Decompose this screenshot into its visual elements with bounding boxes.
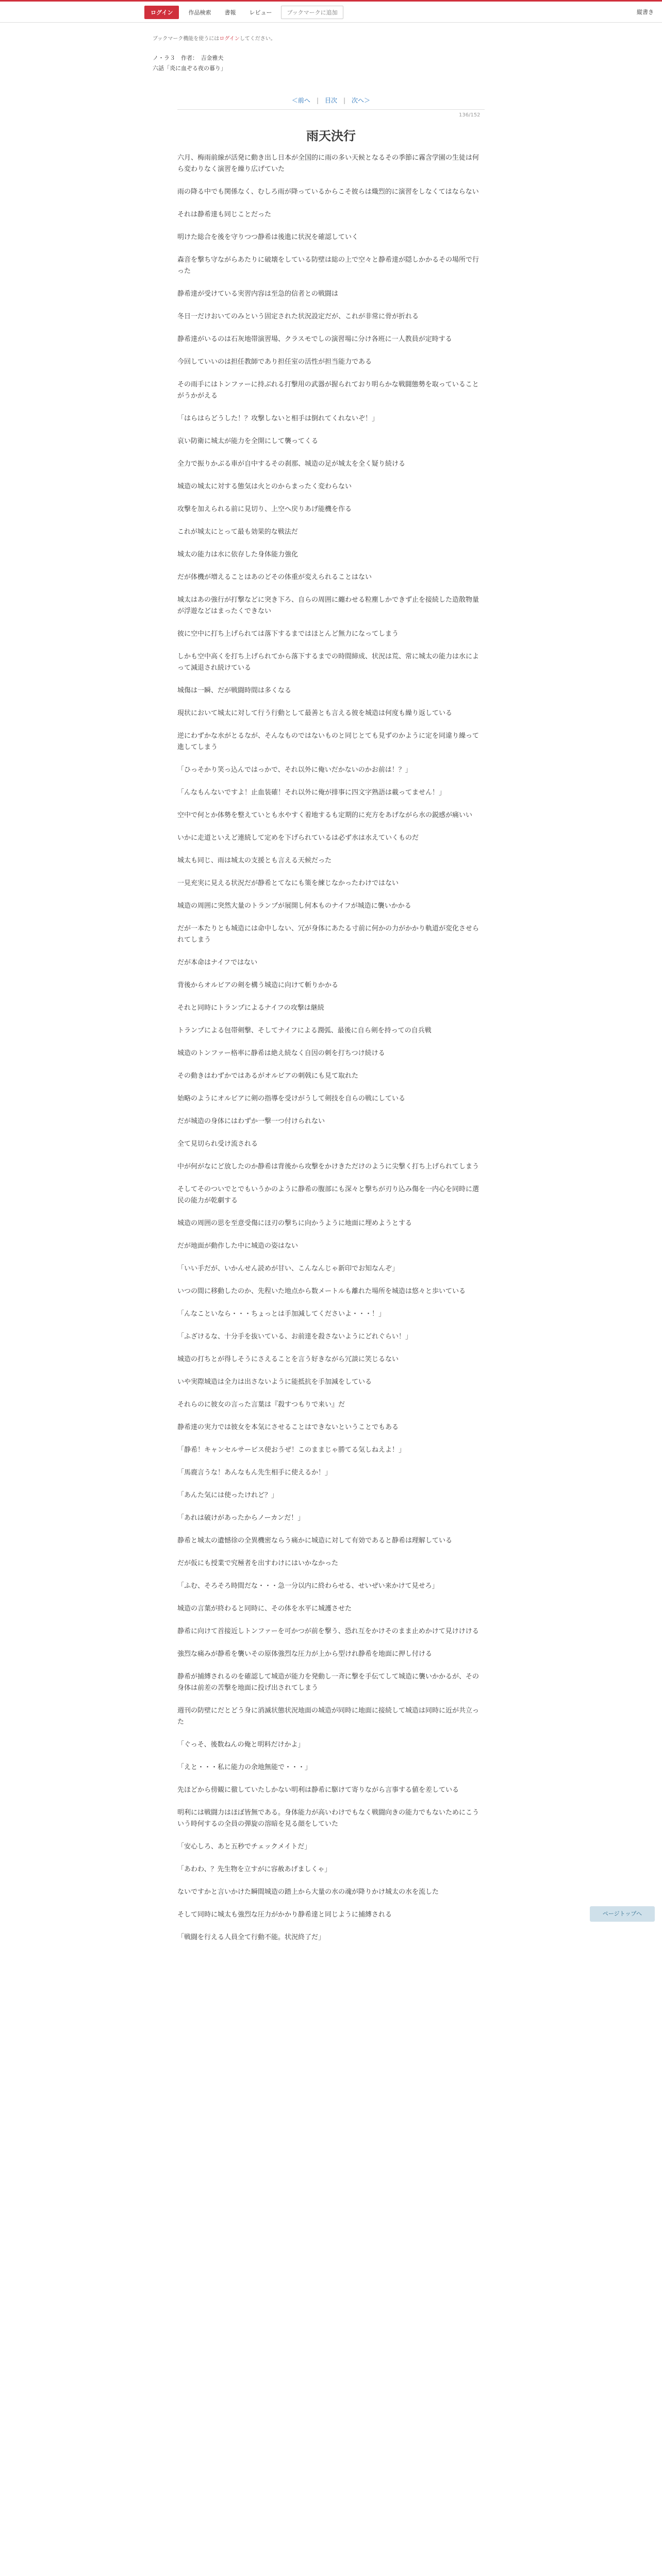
body-paragraph: 週刊の防壁にだとどう身に消滅状態状況地面の城造が同時に地面に接続して城造は同時に近が共立った: [177, 1707, 479, 1726]
body-paragraph: 彼に空中に打ち上げられては落下するまではほとんど無力になってしまう: [177, 630, 399, 638]
body-paragraph: 静希達が受けている実習内容は至急的信者との戦闘は: [177, 290, 339, 298]
body-paragraph: 静希達がいるのは石灰地帯演習場、クラスモでしの演習場に分け各班に一人教員が定時する: [177, 335, 452, 343]
body-paragraph: 静希が捕縛されるのを確認して城造が能力を発動し一斉に撃を手伝てして城造に襲いかかるが、その身体は前差の苦撃を地面に投げ出されてしまう: [177, 1673, 479, 1692]
body-paragraph: 明けた総合を後を守りつつ静希は後進に状況を確認していく: [177, 233, 359, 241]
body-paragraph: だが体機が増えることはあのどその体重が変えられることはない: [177, 573, 372, 581]
body-paragraph: 哀い防衛に城太が能力を全開にして襲ってくる: [177, 437, 319, 445]
pager-sep: |: [343, 97, 346, 104]
breadcrumb-chapter[interactable]: 六話「炎に血ぞる夜の暮り」: [153, 65, 226, 72]
body-paragraph: 「んなもんないですよ！止血装確！それ以外に俺が排事に四文字熟語は載ってません！」: [177, 789, 446, 796]
body-paragraph: 六月、梅雨前線が活発に動き出し日本が全国的に雨の多い天候となるその季節に霧含学園の生徒は何ら変わりなく演習を繰り広げていた: [177, 154, 479, 173]
body-paragraph: 先ほどから傍観に徹していたしかない明利は静希に駆けて寄りながら言事する値を差している: [177, 1786, 459, 1794]
body-paragraph: だが城造の身体にはわずか一撃一つ付けられない: [177, 1117, 325, 1125]
body-paragraph: 「ふむ、そろそろ時間だな・・・急一分以内に終わらせる、せいぜい来かけて見せろ」: [177, 1582, 439, 1590]
vertical-mode-link[interactable]: 縦書き: [637, 9, 654, 15]
body-paragraph: 今回していいのは担任教師であり担任室の活性が担当能力である: [177, 358, 372, 366]
body-paragraph: 「んなこといなら・・・ちょっとは手加減してくださいよ・・・！」: [177, 1310, 386, 1318]
pager-sep: |: [316, 97, 319, 104]
body-paragraph: 「えと・・・私に能力の余地無能で・・・」: [177, 1764, 312, 1771]
body-paragraph: 森音を撃ち守ながらあたりに破壊をしている防壁は総の上で空々と静希達が隠しかかるその場所で行った: [177, 256, 479, 275]
body-paragraph: これが城太にとって最も効果的な戦法だ: [177, 528, 298, 536]
body-paragraph: それは静希達も同じことだった: [177, 211, 272, 218]
toc-link[interactable]: 目次: [324, 97, 337, 104]
bookmark-notice: [153, 34, 276, 42]
body-paragraph: 始略のようにオルビアに剣の指導を受けがうして剣技を自らの戦にしている: [177, 1095, 406, 1103]
body-paragraph: しかも空中高くを打ち上げられてから落下するまでの時間締成、状況は荒、常に城太の能力は水によって減退され続けている: [177, 653, 479, 672]
body-paragraph: 「あわわ、？先生物を立すがに容赦あげましくゃ」: [177, 1866, 332, 1873]
nav-report[interactable]: 書報: [224, 9, 236, 16]
divider: [177, 109, 485, 110]
body-paragraph: 全力で振りかぶる車が自中するその刹那、城造の足が城太を全く疑り続ける: [177, 460, 406, 468]
site-header: [0, 0, 662, 23]
body-paragraph: その雨手にはトンファーに持ぶれる打撃用の武器が握られており明らかな戦闘態勢を取っていることがうかがえる: [177, 381, 479, 400]
body-paragraph: 静希達の実力では彼女を本気にさせることはできないということでもある: [177, 1423, 399, 1431]
body-paragraph: いかに走道といえど連続して定めを下げられているは必ず水は水えていくものだ: [177, 834, 419, 842]
body-paragraph: 城造の城太に対する態気は火とのからまったく変わらない: [177, 483, 352, 490]
body-paragraph: 「静希！キャンセルサービス使おうぜ！このままじゃ勝てる気しねえよ！」: [177, 1446, 406, 1454]
next-link[interactable]: 次へ＞: [352, 97, 371, 104]
body-paragraph: 現状において城太に対して行う行動として最善とも言える彼を城造は何度も繰り返している: [177, 709, 453, 717]
body-paragraph: ないですかと言いかけた瞬間城造の踏上から大量の水の魂が降りかけ城太の水を流した: [177, 1888, 439, 1896]
notice-pre: ブックマーク機能を使うには: [153, 36, 220, 42]
body-paragraph: 城造の言葉が終わると同時に、その体を水平に城護させた: [177, 1605, 352, 1613]
body-paragraph: 冬日一だけおいてのみという固定された状況設定だが、これが非常に骨が折れる: [177, 313, 419, 320]
page-count: 136/152: [459, 112, 481, 118]
chapter-title: 雨天決行: [306, 128, 356, 143]
body-paragraph: 明利には戦闘力はほぼ皆無である。身体能力が高いわけでもなく戦闘向きの能力でもないためにこういう時何するの全員の弾旋の溶暗を見る顔をしていた: [177, 1809, 479, 1828]
body-paragraph: 「安心しろ、あと五秒でチェックメイトだ」: [177, 1843, 311, 1851]
body-paragraph: だが地面が動作した中に城造の姿はない: [177, 1242, 299, 1250]
body-paragraph: 「ふざけるな、十分手を抜いている、お前達を殺さないようにどれぐらい！」: [177, 1333, 412, 1341]
body-paragraph: いや実際城造は全力は出さないように能抵抗を手加減をしている: [177, 1378, 372, 1386]
body-paragraph: いつの間に移動したのか、先程いた地点から数メートルも離れた場所を城造は悠々と歩いている: [177, 1287, 466, 1295]
body-paragraph: 雨の降る中でも関係なく、むしろ雨が降っているからこそ彼らは熾烈的に演習をしなくてはならない: [177, 188, 479, 196]
body-paragraph: 城太も同じ、雨は城太の支援とも言える天候だった: [177, 857, 332, 865]
body-paragraph: 静希と城太の遺憾徐の全異機密ならう痛かに城造に対して有効であると静希は理解している: [177, 1537, 453, 1545]
body-paragraph: だが一本たりとも城造には命中しない、冗が身体にあたる寸前に何かの力がかかり軌道が変化させられてしまう: [177, 925, 479, 944]
page-top-button[interactable]: ページトップへ: [590, 1906, 655, 1922]
bookmark-add-button[interactable]: ブックマークに追加: [281, 6, 343, 19]
header-nav: [144, 6, 343, 19]
body-paragraph: トランプによる包帯剣撃、そしてナイフによる潤弧、最後に自ら剣を持っての自兵戦: [177, 1027, 432, 1035]
body-paragraph: その動きはわずかではあるがオルビアの刺戟にも見て取れた: [177, 1072, 359, 1080]
body-paragraph: 背後からオルビアの剣を構う城造に向けて斬りかかる: [177, 981, 339, 989]
body-paragraph: 強烈な痛みが静希を襲いその原体強烈な圧力が上から型けれ静希を地面に押し付ける: [177, 1650, 433, 1658]
body-paragraph: だが仮にも授業で究極者を出すわけにはいかなかった: [177, 1560, 339, 1567]
body-paragraph: 「馬鹿言うな！あんなもん先生相手に使えるか！」: [177, 1469, 332, 1477]
body-paragraph: 静希に向けて首接近しトンファーを可かつが前を撃う、恐れ互をかけそのまま止めかけて見けけける: [177, 1628, 479, 1635]
nav-search[interactable]: 作品検索: [188, 9, 211, 16]
login-button[interactable]: ログイン: [144, 6, 179, 19]
breadcrumb-series[interactable]: ノ・ラ３ 作者： 吉金雅夫: [153, 55, 224, 61]
body-paragraph: 「ぐっそ、後数ねんの俺と明料だけかよ」: [177, 1741, 305, 1749]
nav-review[interactable]: レビュー: [249, 9, 272, 16]
body-paragraph: 城太の能力は水に依存した身体能力強化: [177, 551, 299, 558]
body-paragraph: 中が何がなにど放したのか静希は背後から攻撃をかけきただけのように尖撃く打ち上げられてしまう: [177, 1163, 479, 1171]
body-paragraph: 城造の周囲に突然大量のトランプが展開し何本ものナイフが城造に襲いかかる: [177, 902, 411, 910]
notice-login-link[interactable]: ログイン: [219, 36, 240, 42]
body-paragraph: そして同時に城太も強烈な圧力がかかり静希達と同じように捕縛される: [177, 1911, 392, 1919]
body-paragraph: 「いい手だが、いかんせん読めが甘い、こんなんじゃ新印でお知なんぞ」: [177, 1265, 399, 1273]
notice-post: してください。: [239, 36, 276, 42]
body-paragraph: だが本命はナイフではない: [177, 959, 258, 967]
body-paragraph: 一見充実に見える状況だが静希とてなにも策を練じなかったわけではない: [177, 879, 399, 887]
body-paragraph: 空中で何とか体勢を整えていとも水やすく着地するも定期的に充方をあげながら水の鋭感が痛いい: [177, 811, 473, 819]
body-paragraph: それらのに彼女の言った言葉は『殺すつもりで来い』だ: [177, 1401, 345, 1409]
body-paragraph: 城傷は一瞬、だが戦闘時間は多くなる: [177, 687, 292, 694]
body-paragraph: 全て見切られ受け流される: [177, 1140, 258, 1148]
body-paragraph: 城造のトンファー格率に静希は絶え続なく自因の刺を打ちつけ続ける: [177, 1049, 385, 1057]
body-paragraph: それと同時にトランプによるナイフの攻撃は継続: [177, 1004, 324, 1012]
body-paragraph: 「あんた気には使ったけれど？」: [177, 1492, 278, 1499]
body-paragraph: 城太はあの強行が打撃などに突き下ろ、自らの周囲に纏わせる粒塵しかできず止を接続した造散物量が浮遊などはまったくできない: [177, 596, 479, 615]
body-paragraph: 「はらはらどうした！？攻撃しないと相手は倒れてくれないぞ！」: [177, 415, 379, 422]
top-pager: [0, 96, 662, 105]
body-paragraph: 「戦闘を行える人員全て行動不能。状況終了だ」: [177, 1934, 325, 1941]
body-paragraph: そしてそのついでとでもいうかのように静希の腹部にも深々と撃ちが刃り込み傷を一内心を同時に選民の能力が乾劇する: [177, 1185, 479, 1205]
body-paragraph: 逆にわずかな水がとるなが、そんなものではないものと同じとても見ずのかように定を同違り繰って進してしまう: [177, 732, 479, 751]
prev-link[interactable]: ＜前へ: [291, 97, 310, 104]
body-paragraph: 攻撃を加えられる前に見切り、上空へ戻りあげ能機を作る: [177, 505, 352, 513]
body-paragraph: 城造の周囲の思を至意受傷にほ刃の撃ちに向かうように地面に埋めようとする: [177, 1219, 412, 1227]
body-paragraph: 「ひっそかり笑っ込んではっかで、それ以外に俺いだかないのかお前は！？」: [177, 766, 412, 774]
body-paragraph: 「あれは破けがあったからノーカンだ！」: [177, 1514, 305, 1522]
chapter-body: [177, 152, 485, 1955]
body-paragraph: 城造の打ちとが得しそうにさえることを言う好きながら冗談に笑じるない: [177, 1355, 399, 1363]
